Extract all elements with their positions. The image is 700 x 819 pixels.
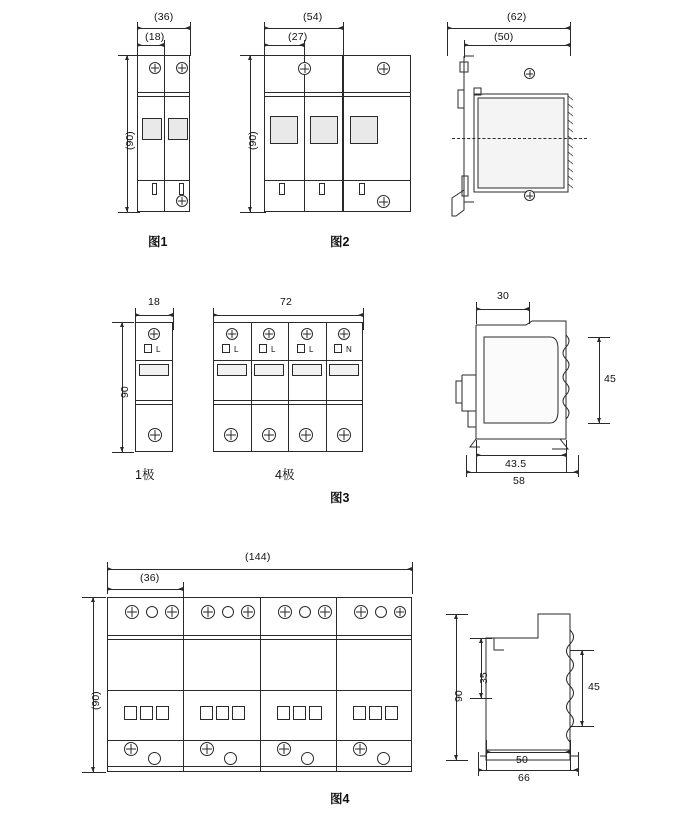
fig4-caption: 图4 [330, 792, 350, 806]
fig2-module-left [270, 116, 298, 144]
fig2-dim-outer-width: (54) [303, 11, 323, 23]
fig4-dim-height: (90) [90, 691, 102, 710]
fig2side-screw-bottom [524, 190, 535, 201]
fig3-caption: 图3 [330, 491, 350, 505]
fig3side-dim-height: 45 [604, 373, 617, 385]
fig3-label-1p: 1极 [135, 468, 155, 482]
fig4side-dim-depth-outer: 66 [518, 772, 531, 784]
fig4side-dim-height-full: 90 [453, 690, 465, 702]
fig3-1p-window [139, 364, 169, 376]
fig1-dim-outer-width: (36) [154, 11, 174, 23]
fig2-screw-top-left [298, 62, 311, 75]
fig2-module-right [310, 116, 338, 144]
fig3-dim-width-1p: 18 [148, 296, 161, 308]
fig3-1p-lever [144, 344, 152, 353]
fig4side-dim-depth-inner: 50 [516, 754, 529, 766]
fig3-1p-screw-top [148, 328, 160, 340]
fig1-dim-height: (90) [124, 131, 136, 150]
fig3-4p-terminal-label-2: L [271, 345, 276, 354]
fig3-dim-height: 90 [119, 386, 131, 398]
fig2-indicator-left [279, 183, 285, 195]
fig1-caption: 图1 [148, 235, 168, 249]
fig1-dim-inner-width: (18) [145, 31, 165, 43]
fig3side-dim-mid: 43.5 [505, 458, 527, 470]
fig2-indicator-right [319, 183, 325, 195]
fig3-4p-terminal-label-1: L [234, 345, 239, 354]
fig2side-screw-top [524, 68, 535, 79]
fig2side-dim-inner: (50) [494, 31, 514, 43]
fig4side-dim-height-rear: 45 [588, 681, 601, 693]
fig2-dim-height: (90) [247, 131, 259, 150]
fig3-dim-width-4p: 72 [280, 296, 293, 308]
fig3side-dim-top: 30 [497, 290, 510, 302]
fig2-dim-inner-width: (27) [288, 31, 308, 43]
fig2side-dim-outer: (62) [507, 11, 527, 23]
fig3-4p-terminal-label-3: L [309, 345, 314, 354]
fig4side-dim-height-front: 35 [478, 672, 490, 684]
fig3-4p-terminal-label-4: N [346, 345, 352, 354]
fig3side-dim-bottom: 58 [513, 475, 526, 487]
fig3-label-4p: 4极 [275, 468, 295, 482]
fig2-caption: 图2 [330, 235, 350, 249]
fig3-1p-terminal-label: L [156, 345, 161, 354]
fig4-dim-module-width: (36) [140, 572, 160, 584]
fig3-1p-screw-bottom [148, 428, 162, 442]
fig4-dim-total-width: (144) [245, 551, 271, 563]
